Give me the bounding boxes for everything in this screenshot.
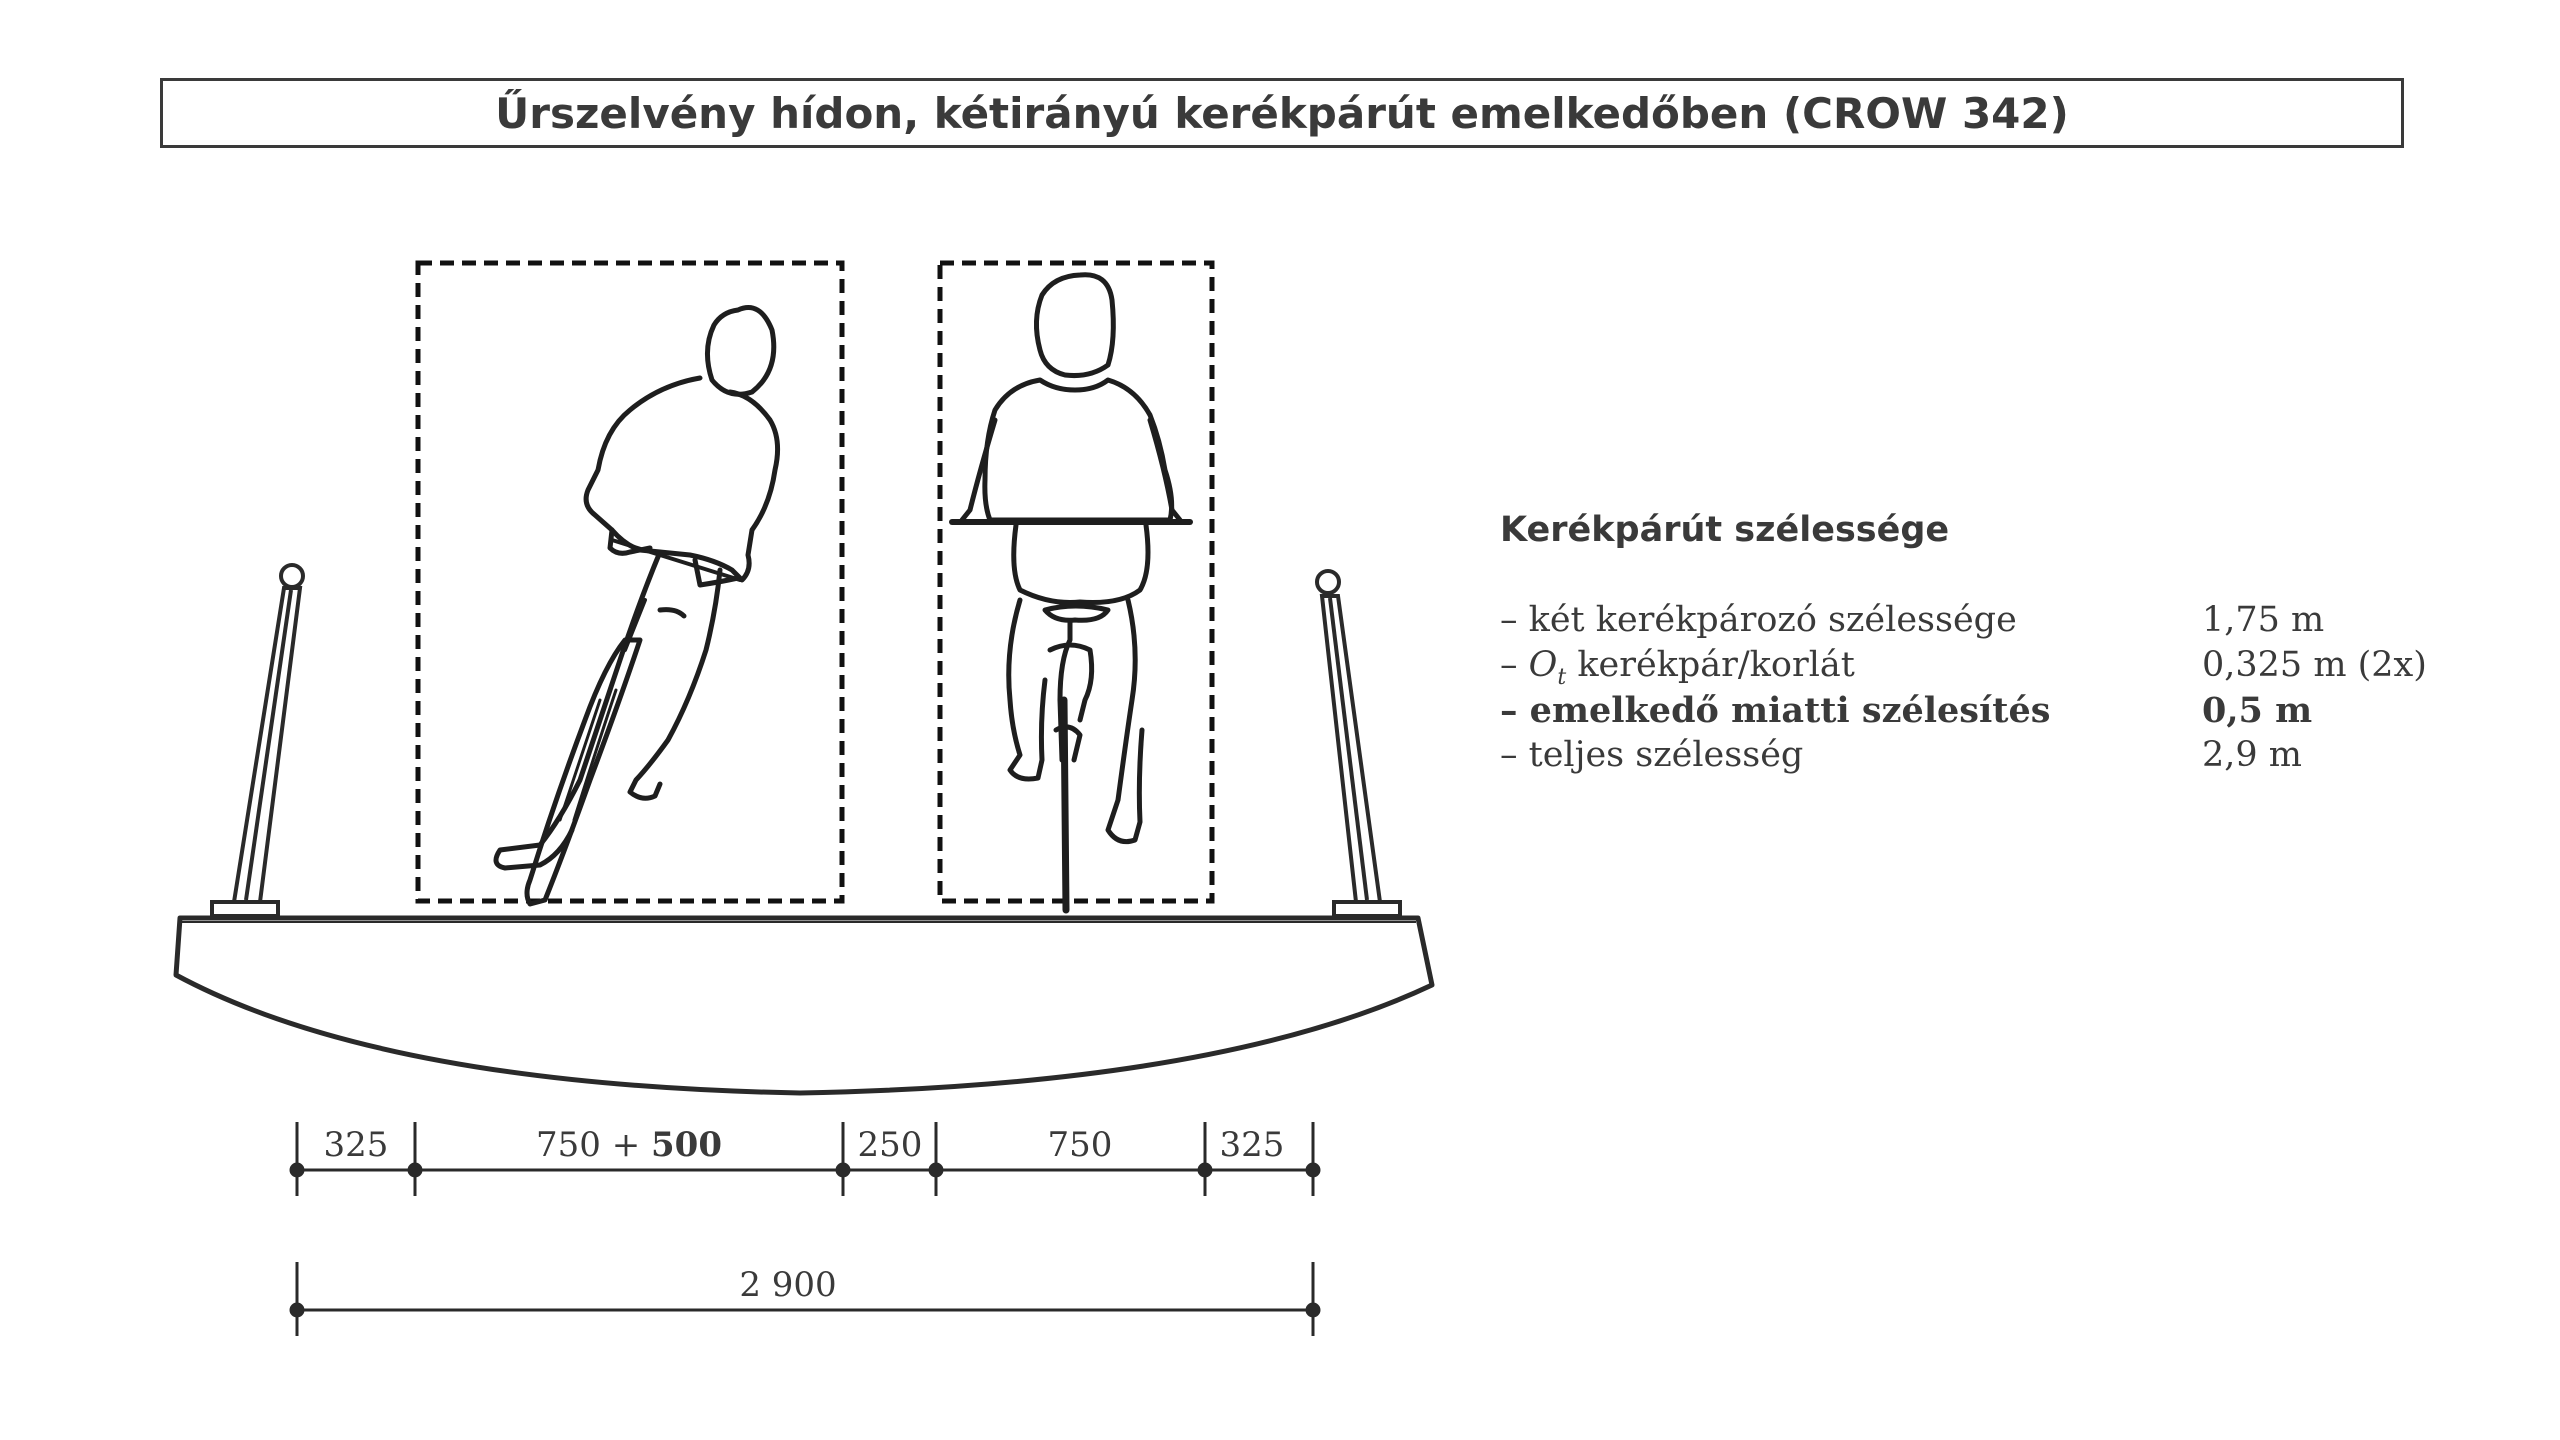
breakdown-label: – emelkedő miatti szélesítés	[1500, 690, 2051, 731]
left-railing-post	[212, 565, 303, 916]
segment-dimension-line	[290, 1122, 1320, 1196]
breakdown-value: 2,9 m	[2202, 735, 2302, 775]
segment-label-2	[536, 1125, 722, 1165]
total-width-label: 2 900	[739, 1265, 837, 1305]
breakdown-label: – két kerékpározó szélessége	[1500, 600, 2017, 640]
right-cyclist-figure	[952, 275, 1190, 910]
breakdown-value: 0,325 m (2x)	[2202, 645, 2427, 685]
diagram-title: Űrszelvény hídon, kétirányú kerékpárút emelkedőben (CROW 342)	[160, 78, 2404, 148]
breakdown-row-clearance	[1500, 645, 2500, 691]
segment-label-2-text: 750 + 500	[536, 1125, 722, 1165]
breakdown-value: 1,75 m	[2202, 600, 2325, 640]
label-prefix: –	[1500, 645, 1529, 685]
segment-label-1: 325	[323, 1125, 389, 1165]
label-suffix: kerékpár/korlát	[1566, 645, 1855, 685]
label-symbol: $O_t$	[1528, 645, 1567, 690]
segment-label-5: 325	[1219, 1125, 1285, 1165]
breakdown-row-riders	[1500, 600, 2500, 646]
bridge-deck	[176, 918, 1432, 1093]
breakdown-row-slope-widening	[1500, 690, 2500, 736]
breakdown-heading: Kerékpárút szélessége	[1500, 510, 1950, 550]
left-clearance-envelope	[418, 263, 842, 901]
right-clearance-envelope	[940, 263, 1212, 901]
breakdown-label	[1500, 645, 1855, 690]
breakdown-row-total	[1500, 735, 2500, 781]
segment-label-4: 750	[1047, 1125, 1113, 1165]
label-subscript: t	[1557, 665, 1567, 690]
left-cyclist-figure	[496, 308, 778, 905]
segment-label-3: 250	[857, 1125, 923, 1165]
right-railing-post	[1317, 571, 1400, 916]
breakdown-value: 0,5 m	[2202, 690, 2313, 731]
breakdown-label: – teljes szélesség	[1500, 735, 1804, 775]
